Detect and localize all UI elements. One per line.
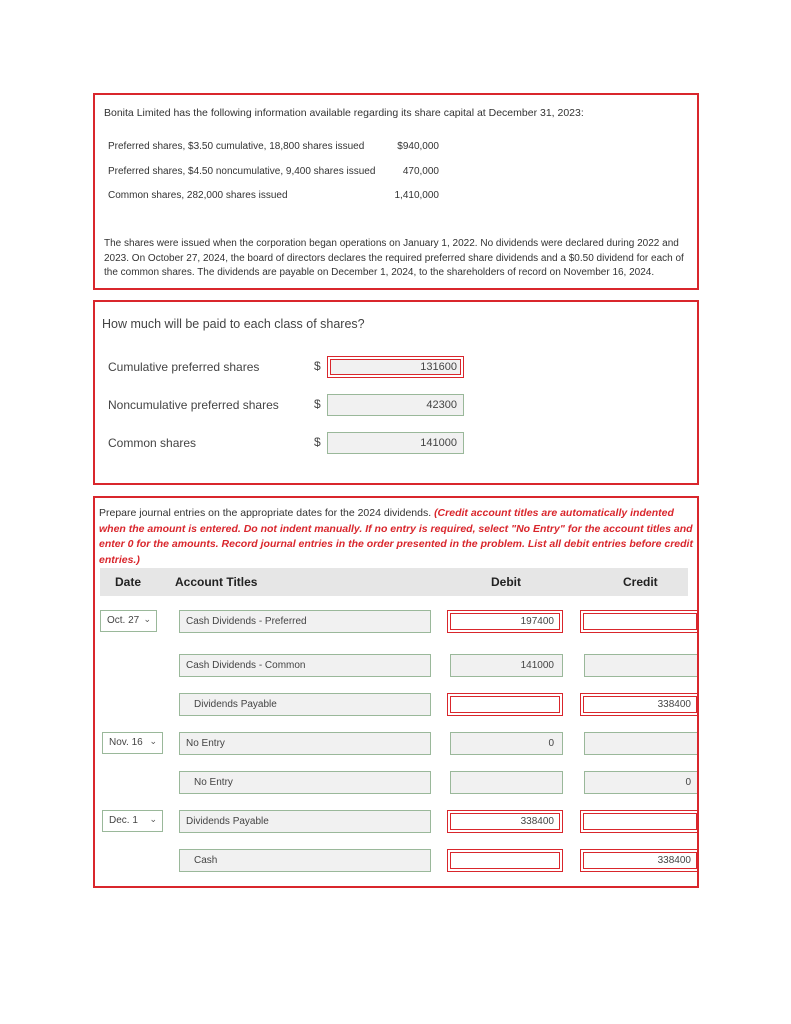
- problem-paragraph: The shares were issued when the corporation began operations on January 1, 2022. No dividends were declared during 2022 and 2023. On October 27, 2024, the board of directors declares the required preferred share dividends and a $0.50 dividend for each of the common shares. The dividends are payable on December 1, 2024, to the shareholders of record on November 16, 2024.: [104, 238, 684, 278]
- share-amount-preferred-cumulative: $940,000: [397, 141, 439, 152]
- date-value: Nov. 16: [109, 737, 143, 748]
- common-shares-label: Common shares: [108, 436, 197, 450]
- account-select-row5[interactable]: No Entry: [179, 771, 431, 794]
- credit-input-row2[interactable]: [584, 654, 699, 677]
- share-label-preferred-noncumulative: Preferred shares, $4.50 noncumulative, 9,400 shares issued: [108, 166, 376, 177]
- cumulative-preferred-label: Cumulative preferred shares: [108, 360, 260, 374]
- intro-text: Bonita Limited has the following information available regarding its share capital at December 31, 2023:: [104, 107, 584, 119]
- account-select-row3[interactable]: Dividends Payable: [179, 693, 431, 716]
- credit-input-row5[interactable]: 0: [584, 771, 699, 794]
- debit-input-row5[interactable]: [450, 771, 563, 794]
- share-label-preferred-cumulative: Preferred shares, $3.50 cumulative, 18,800 shares issued: [108, 141, 365, 152]
- debit-input-row3[interactable]: [447, 693, 563, 716]
- currency-symbol: $: [314, 397, 321, 411]
- journal-entry-panel: [93, 496, 699, 888]
- share-amount-common: 1,410,000: [394, 190, 439, 201]
- date-value: Oct. 27: [107, 615, 140, 626]
- chevron-down-icon: ⌄: [149, 736, 157, 746]
- credit-input-row1[interactable]: [580, 610, 699, 633]
- noncumulative-preferred-input[interactable]: 42300: [327, 394, 464, 416]
- account-select-row1[interactable]: Cash Dividends - Preferred: [179, 610, 431, 633]
- header-account-titles: Account Titles: [175, 575, 258, 589]
- chevron-down-icon: ⌄: [149, 814, 157, 824]
- account-select-row4[interactable]: No Entry: [179, 732, 431, 755]
- date-select-oct27[interactable]: [100, 610, 157, 632]
- chevron-down-icon: ⌄: [143, 614, 151, 624]
- header-credit: Credit: [623, 575, 658, 589]
- instruction-text: Prepare journal entries on the appropriate dates for the 2024 dividends.: [99, 507, 432, 519]
- question-panel: [93, 300, 699, 485]
- account-select-row7[interactable]: Cash: [179, 849, 431, 872]
- header-debit: Debit: [491, 575, 521, 589]
- question-title: How much will be paid to each class of shares?: [102, 317, 365, 331]
- debit-input-row6[interactable]: 338400: [447, 810, 563, 833]
- share-label-common: Common shares, 282,000 shares issued: [108, 190, 288, 201]
- currency-symbol: $: [314, 435, 321, 449]
- common-shares-input[interactable]: 141000: [327, 432, 464, 454]
- cumulative-preferred-input[interactable]: 131600: [327, 356, 464, 378]
- debit-input-row1[interactable]: 197400: [447, 610, 563, 633]
- account-select-row6[interactable]: Dividends Payable: [179, 810, 431, 833]
- date-value: Dec. 1: [109, 815, 138, 826]
- credit-input-row6[interactable]: [580, 810, 699, 833]
- currency-symbol: $: [314, 359, 321, 373]
- debit-input-row7[interactable]: [447, 849, 563, 872]
- journal-table-header: [100, 568, 688, 596]
- credit-input-row7[interactable]: 338400: [580, 849, 699, 872]
- credit-input-row3[interactable]: 338400: [580, 693, 699, 716]
- journal-instructions: [99, 506, 695, 568]
- header-date: Date: [115, 575, 142, 589]
- noncumulative-preferred-label: Noncumulative preferred shares: [108, 398, 279, 412]
- debit-input-row2[interactable]: 141000: [450, 654, 563, 677]
- debit-input-row4[interactable]: 0: [450, 732, 563, 755]
- problem-info-panel: [93, 93, 699, 290]
- share-amount-preferred-noncumulative: 470,000: [402, 166, 439, 177]
- account-select-row2[interactable]: Cash Dividends - Common: [179, 654, 431, 677]
- instruction-warning: (Credit account titles are automatically indented when the amount is entered. Do not indent manually. If no entry is required, select "No Entry" for the account titles and enter 0 for the amounts. Record journal entries in the order presented in the problem. List all debit entries before credit entries.): [99, 507, 693, 566]
- date-select-dec1[interactable]: [102, 810, 163, 832]
- date-select-nov16[interactable]: [102, 732, 163, 754]
- credit-input-row4[interactable]: [584, 732, 699, 755]
